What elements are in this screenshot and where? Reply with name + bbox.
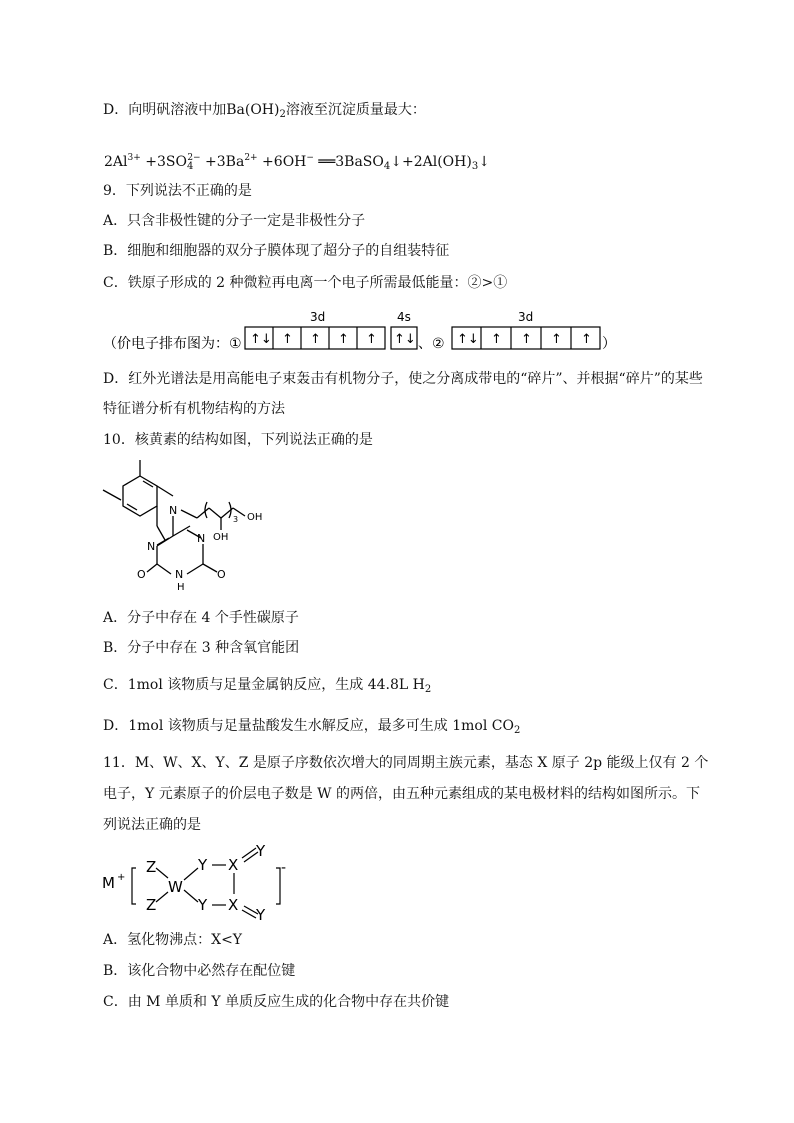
atom-n3: N xyxy=(197,532,206,545)
atom-x2: X xyxy=(228,896,239,914)
q9-option-a: A．只含非极性键的分子一定是非极性分子 xyxy=(103,213,366,229)
riboflavin-bonds xyxy=(103,460,245,574)
charge-plus: + xyxy=(117,872,126,883)
q8-equation: $2Al^{3+} +3SO_4^{2-} +3Ba^{2+} +6OH^-$ $══3BaSO_4↓+2Al(OH)_3↓$ xyxy=(104,153,490,172)
atom-y4: Y xyxy=(256,906,266,923)
label-3d-2: 3d xyxy=(518,310,534,324)
q9-stem: 9．下列说法不正确的是 xyxy=(103,183,252,199)
q9-option-d-line1: D．红外光谱法是用高能电子束轰击有机物分子，使之分离成带电的“碎片”、并根据“碎片”的某些 xyxy=(103,371,703,387)
svg-text:↑: ↑ xyxy=(338,332,349,347)
svg-text:↑: ↑ xyxy=(521,332,532,347)
atom-x1: X xyxy=(228,856,239,874)
config-sep-text: 、② xyxy=(418,336,445,352)
svg-text:↑: ↑ xyxy=(551,332,562,347)
svg-text:↑: ↑ xyxy=(282,332,293,347)
q8-option-d: D．向明矾溶液中加$Ba(OH)_2$溶液至沉淀质量最大： xyxy=(103,102,426,120)
atom-n2: N xyxy=(147,540,156,553)
svg-text:↑: ↑ xyxy=(310,332,321,347)
electrode-atom-labels xyxy=(102,842,286,923)
svg-text:↑: ↑ xyxy=(581,332,592,347)
atom-oh-terminal: OH xyxy=(247,512,263,523)
electron-arrows-3d-2 xyxy=(457,332,592,347)
config-end-text: ） xyxy=(602,336,616,352)
q11-stem-line1: 11．M、W、X、Y、Z 是原子序数依次增大的同周期主族元素，基态 X 原子 2p 能级上仅有 2 个 xyxy=(103,755,709,771)
repeat-count: 3 xyxy=(233,515,239,524)
atom-w: W xyxy=(168,878,183,896)
label-3d-1: 3d xyxy=(310,310,326,324)
config-lead-text: （价电子排布图为：① xyxy=(103,336,242,352)
q9-option-d-line2: 特征谱分析有机物结构的方法 xyxy=(103,401,285,417)
q11-stem-line3: 列说法正确的是 xyxy=(103,817,201,833)
q10-stem: 10．核黄素的结构如图，下列说法正确的是 xyxy=(103,432,373,448)
q9-option-c: C．铁原子形成的 2 种微粒再电离一个电子所需最低能量：②>① xyxy=(103,275,508,291)
svg-text:↑: ↑ xyxy=(366,332,377,347)
electron-arrows-4s: ↑↓ xyxy=(394,332,416,347)
electrode-structure xyxy=(100,838,300,923)
riboflavin-atom-labels xyxy=(137,504,262,593)
atom-oh-chain: OH xyxy=(213,532,229,543)
svg-text:↑↓: ↑↓ xyxy=(457,332,479,347)
riboflavin-structure xyxy=(95,458,295,608)
formula-baoh2: $Ba(OH)_2$ xyxy=(226,102,286,120)
atom-h: H xyxy=(177,582,185,593)
q11-option-c: C．由 M 单质和 Y 单质反应生成的化合物中存在共价键 xyxy=(103,994,450,1010)
electron-config-diagram xyxy=(0,305,794,355)
q10-option-c: C．1mol 该物质与足量金属钠反应，生成 44.8L $H_2$ xyxy=(103,677,432,695)
atom-n1: N xyxy=(169,504,178,517)
svg-text:↑: ↑ xyxy=(491,332,502,347)
svg-text:↑↓: ↑↓ xyxy=(250,332,272,347)
atom-z2: Z xyxy=(146,896,157,914)
electron-arrows-3d-1 xyxy=(250,332,377,347)
label-4s: 4s xyxy=(397,310,411,324)
atom-m: M xyxy=(102,874,115,892)
q10-option-a: A．分子中存在 4 个手性碳原子 xyxy=(103,610,299,626)
q11-option-a: A．氢化物沸点：X<Y xyxy=(103,932,243,948)
atom-o1: O xyxy=(137,568,146,581)
atom-o2: O xyxy=(217,568,226,581)
atom-n4: N xyxy=(175,568,184,581)
atom-y3: Y xyxy=(256,842,266,860)
q9-option-b: B．细胞和细胞器的双分子膜体现了超分子的自组装特征 xyxy=(103,243,450,259)
q10-option-b: B．分子中存在 3 种含氧官能团 xyxy=(103,640,300,656)
q10-option-d: D．1mol 该物质与足量盐酸发生水解反应，最多可生成 1mol $CO_2$ xyxy=(103,718,521,736)
q11-option-b: B．该化合物中必然存在配位键 xyxy=(103,963,296,979)
atom-y1: Y xyxy=(198,856,208,874)
atom-y2: Y xyxy=(198,896,208,914)
charge-minus: - xyxy=(281,860,287,876)
q11-stem-line2: 电子，Y 元素原子的价层电子数是 W 的两倍，由五种元素组成的某电极材料的结构如图所示。下 xyxy=(103,786,700,802)
atom-z1: Z xyxy=(146,858,157,876)
